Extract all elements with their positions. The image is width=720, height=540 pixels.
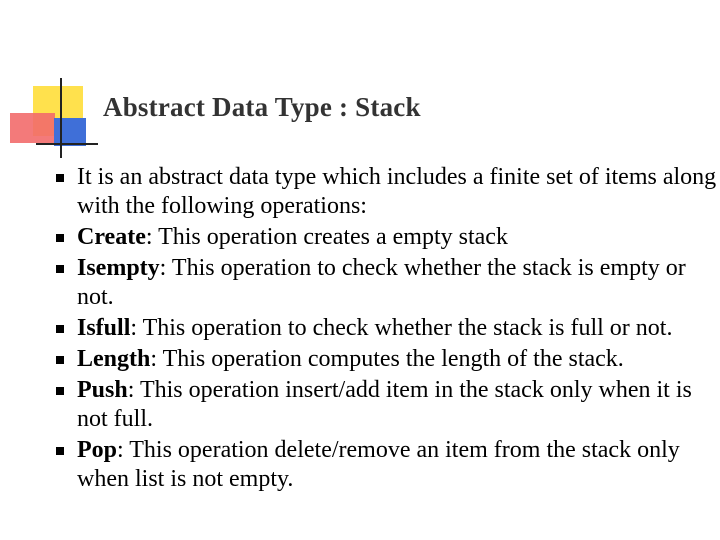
bullet-term: Pop [77,437,118,463]
bullet-term: Length [77,346,151,372]
square-bullet-icon [56,387,64,395]
bullet-text: It is an abstract data type which includes a finite set of items along with the following operations: [77,164,717,219]
bullet-item [52,223,720,252]
bullet-term: Isempty [77,255,160,281]
bullet-item [52,163,720,221]
square-bullet-icon [56,356,64,364]
square-bullet-icon [56,234,64,242]
slide-title: Abstract Data Type : Stack [103,92,421,122]
bullet-item [52,254,720,312]
logo-red-square [10,113,55,143]
logo-horizontal-line [36,143,98,145]
bullet-text: : This operation delete/remove an item from the stack only when list is not empty. [77,437,680,492]
logo-blue-square [54,118,86,146]
square-bullet-icon [56,325,64,333]
bullet-term: Push [77,377,128,403]
bullet-text: : This operation insert/add item in the stack only when it is not full. [77,377,692,432]
bullet-text: : This operation computes the length of the stack. [150,346,624,372]
bullet-text: : This operation to check whether the stack is full or not. [130,315,673,341]
square-bullet-icon [56,174,64,182]
slide-logo-decoration [0,0,100,170]
square-bullet-icon [56,447,64,455]
bullet-item [52,314,720,343]
bullet-list [52,163,720,496]
bullet-item [52,345,720,374]
square-bullet-icon [56,265,64,273]
logo-vertical-line [60,78,62,158]
bullet-item [52,376,720,434]
bullet-item [52,436,720,494]
bullet-text: : This operation creates a empty stack [145,224,508,250]
bullet-term: Isfull [77,315,131,341]
bullet-term: Create [77,224,146,250]
bullet-text: : This operation to check whether the stack is empty or not. [77,255,686,310]
